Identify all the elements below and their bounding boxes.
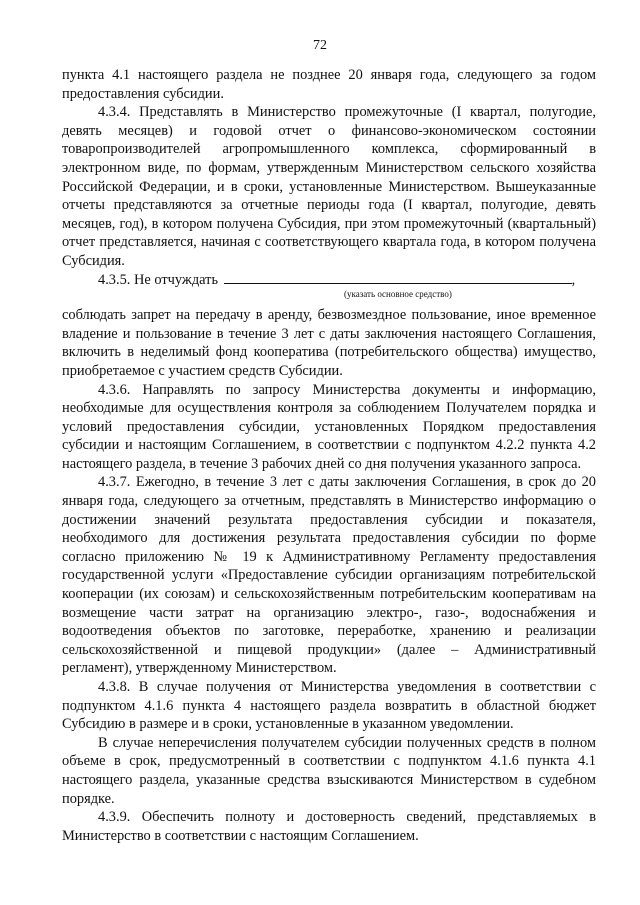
paragraph-4-3-5-continuation: соблюдать запрет на передачу в аренду, безвозмездное пользование, иное временное владение и пользование в течение 3 лет с даты заключения настоящего Соглашения, включить в неделимый фонд кооператива (потребительского общества) имущество, приобретаемое с участием средств Субсидии.	[62, 307, 596, 379]
blank-comma: ,	[571, 271, 576, 288]
paragraph-4-3-6: 4.3.6. Направлять по запросу Министерства документы и информацию, необходимые для осуществления контроля за соблюдением Получателем порядка и условий предоставления субсидии, установленных Порядком предоставления субсидии и настоящим Соглашением, в соответствии с подпунктом 4.2.2 пункта 4.2 настоящего раздела, в течение 3 рабочих дней со дня получения указанного запроса.	[62, 381, 596, 472]
page-number: 72	[313, 38, 327, 53]
paragraph-4-3-5	[62, 271, 596, 290]
paragraph-4-3-9: 4.3.9. Обеспечить полноту и достоверность сведений, представляемых в Министерство в соответствии с настоящим Соглашением.	[62, 809, 596, 844]
paragraph-continuation: пункта 4.1 настоящего раздела не позднее 20 января года, следующего за годом предоставления субсидии.	[62, 67, 596, 102]
document-body	[62, 66, 596, 845]
paragraph-non-transfer: В случае неперечисления получателем субсидии полученных средств в полном объеме в срок, предусмотренный в соответствии с подпунктом 4.1.6 пункта 4.1 настоящего раздела, указанные средства взыскиваются Министерством в судебном порядке.	[62, 734, 596, 807]
paragraph-4-3-5-label: 4.3.5. Не отчуждать	[98, 271, 219, 288]
fill-in-blank	[224, 271, 572, 284]
paragraph-4-3-8: 4.3.8. В случае получения от Министерства уведомления в соответствии с подпунктом 4.1.6 пункта 4 настоящего раздела возвратить в областной бюджет Субсидию в размере и в сроки, установленные в указанном уведомлении.	[62, 679, 596, 733]
paragraph-4-3-7: 4.3.7. Ежегодно, в течение 3 лет с даты заключения Соглашения, в срок до 20 января года, следующего за отчетным, представлять в Министерство информацию о достижении значений результата предоставления субсидии и показателя, необходимого для достижения результата предоставления субсидии по форме согласно приложению № 19 к Административному Регламенту предоставления государственной услуги «Предоставление субсидии организациям потребительской кооперации (их союзам) и сельскохозяйственным потребительским кооперативам на возмещение части затрат на организацию электро-, газо-, водоснабжения и водоотведения объектов по заготовке, переработке, хранению и реализации сельскохозяйственной и пищевой продукции» (далее – Административный регламент), утвержденному Министерством.	[62, 474, 596, 677]
blank-hint: (указать основное средство)	[344, 289, 452, 300]
paragraph-4-3-4: 4.3.4. Представлять в Министерство промежуточные (I квартал, полугодие, девять месяцев) и годовой отчет о финансово-экономическом состоянии товаропроизводителей агропромышленного комплекса, сформированный в электронном виде, по формам, утвержденным Министерством сельского хозяйства Российской Федерации, и в сроки, установленные Министерством. Вышеуказанные отчеты представляются за отчетные периоды года (I квартал, полугодие, девять месяцев, год), в котором получена Субсидия, при этом промежуточный (квартальный) отчет представляется, начиная с соответствующего квартала года, в котором получена Субсидия.	[62, 104, 596, 269]
